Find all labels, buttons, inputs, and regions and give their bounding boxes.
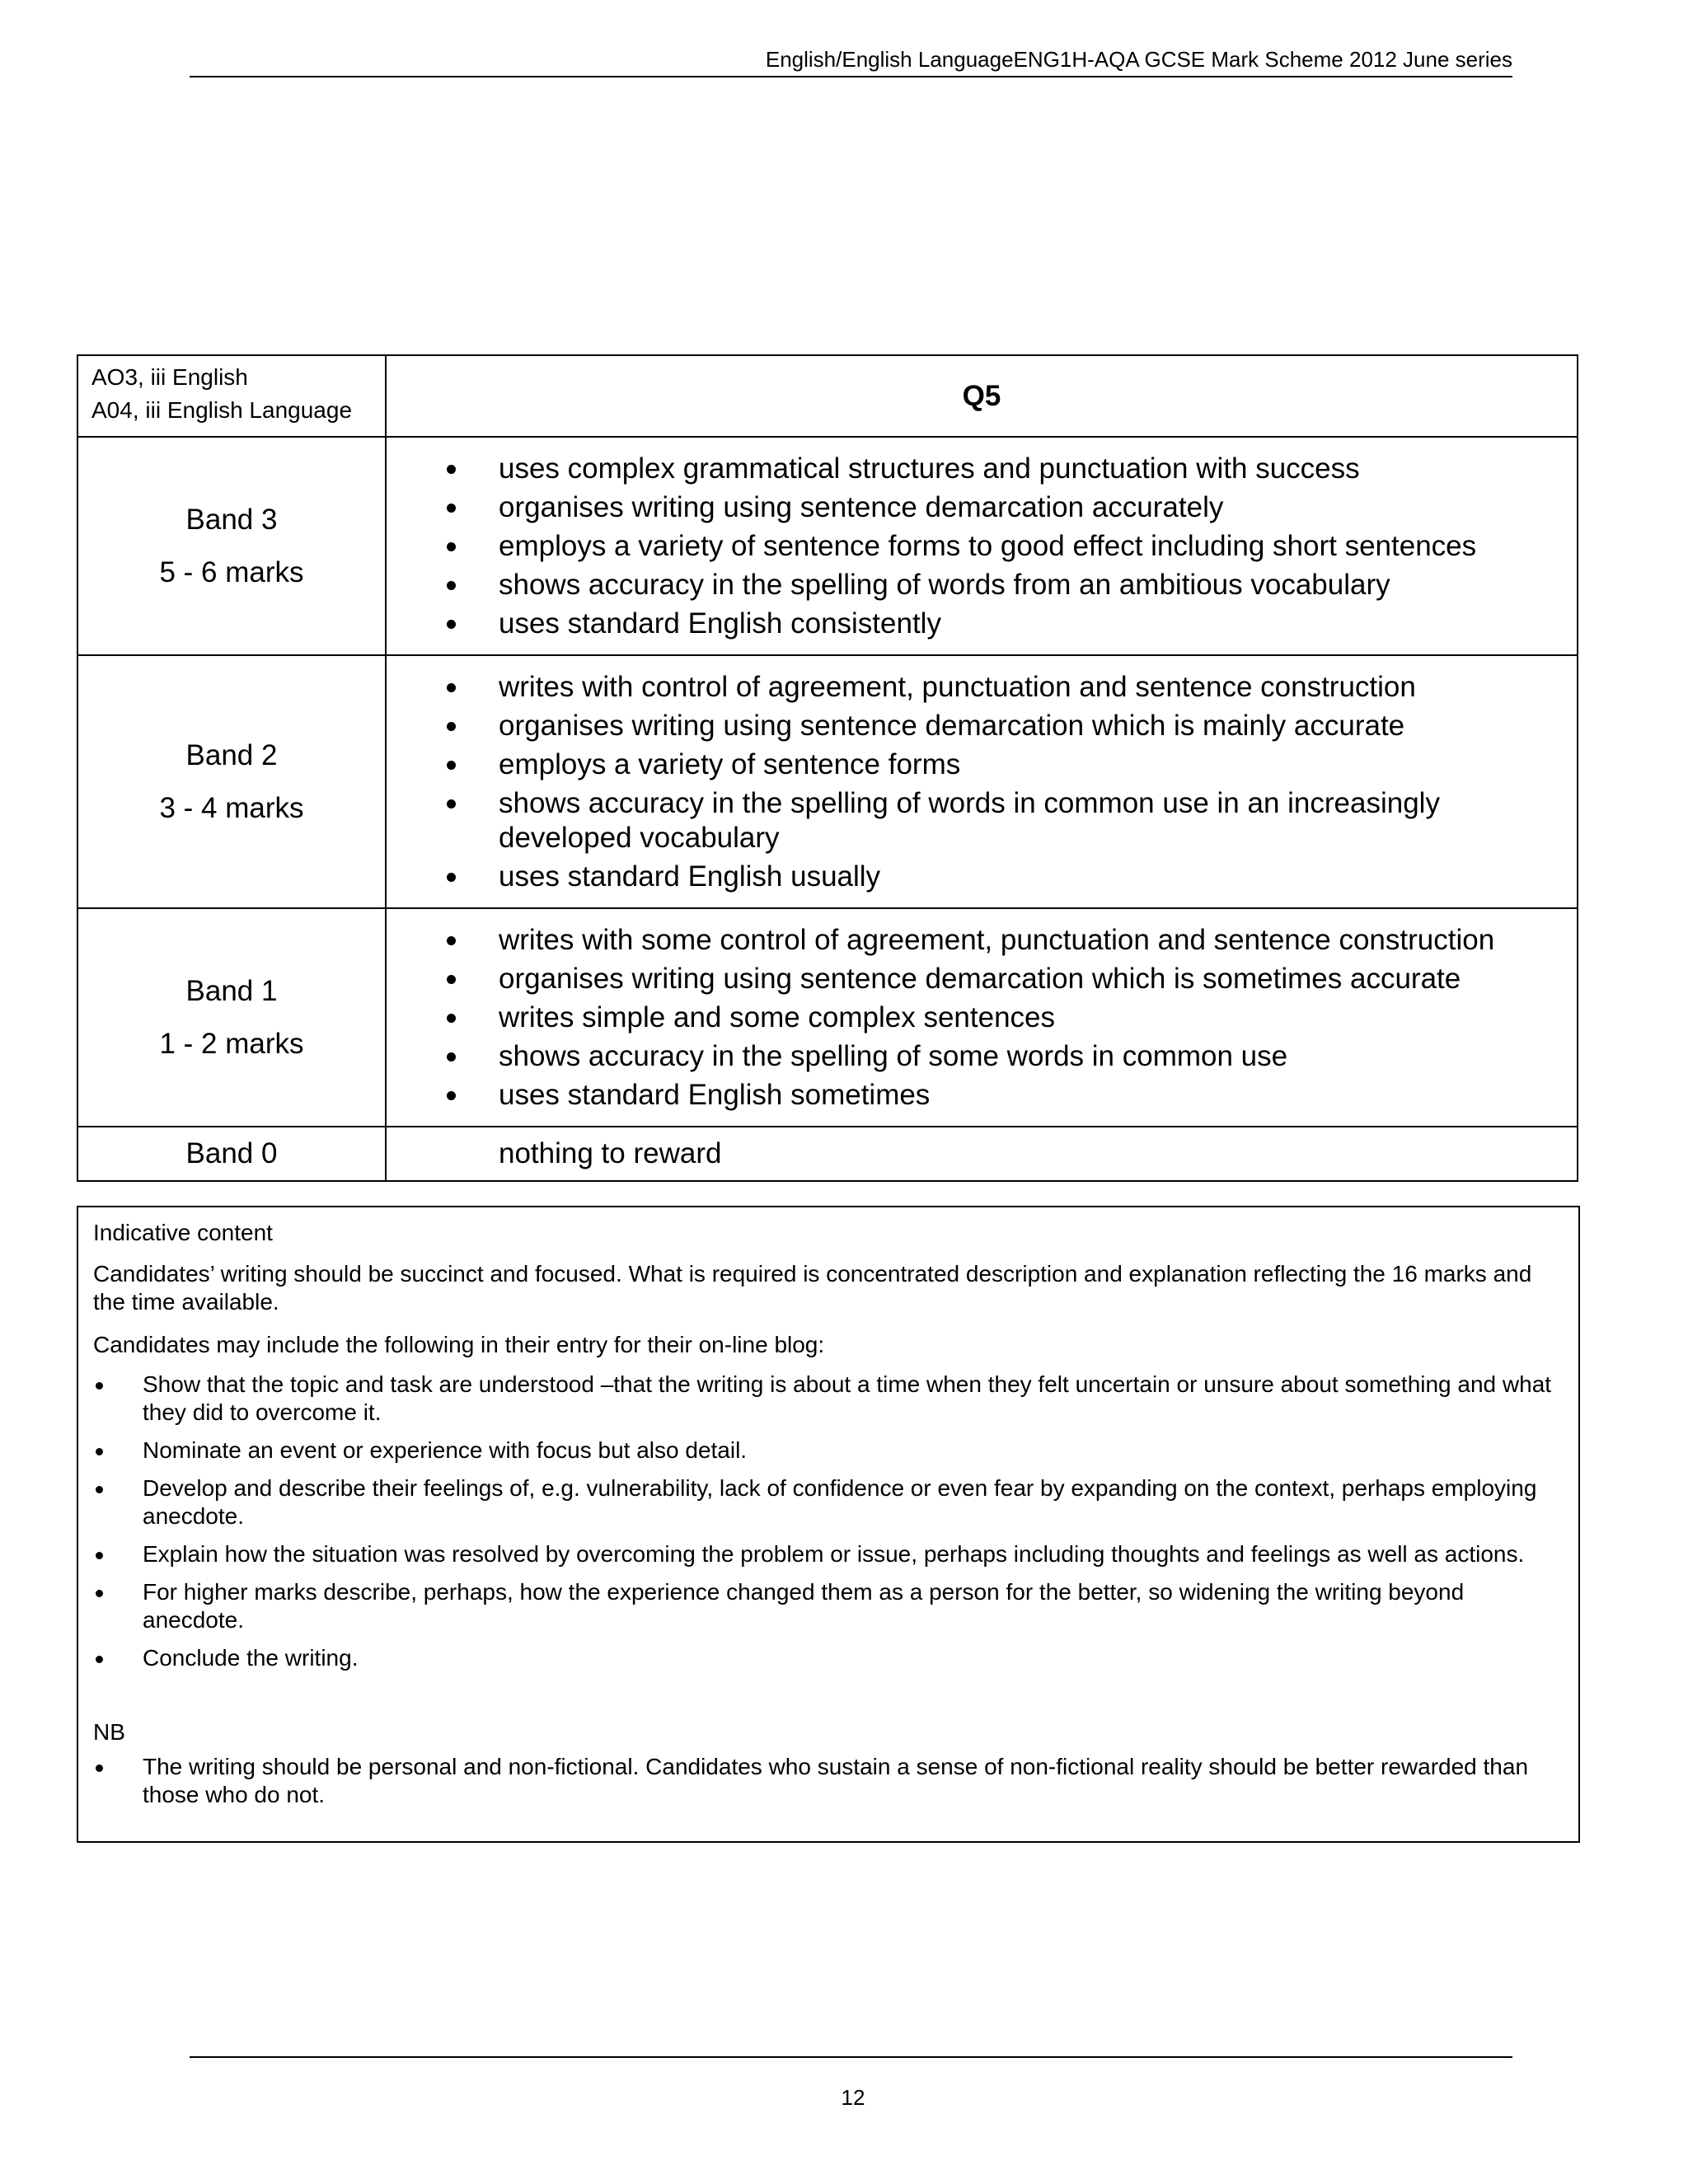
criterion: employs a variety of sentence forms [387, 748, 1567, 782]
indicative-heading: Indicative content [93, 1220, 273, 1245]
band-name: Band 3 [185, 503, 278, 536]
assessment-objective-cell [77, 355, 386, 437]
criterion: uses standard English usually [387, 860, 1567, 894]
band-marks: 5 - 6 marks [159, 555, 304, 588]
criterion: organises writing using sentence demarcation which is mainly accurate [387, 709, 1567, 743]
band-name: Band 0 [77, 1127, 386, 1181]
ao-english: AO3, iii English [91, 364, 248, 390]
page-number: 12 [841, 2085, 865, 2110]
criterion: shows accuracy in the spelling of words from an ambitious vocabulary [387, 568, 1567, 602]
question-number: Q5 [386, 355, 1578, 437]
nb-heading: NB [93, 1719, 125, 1745]
criterion: shows accuracy in the spelling of words in common use in an increasingly developed vocabulary [387, 786, 1567, 855]
nb-points [93, 1753, 1562, 1809]
band-criteria-cell [386, 908, 1578, 1127]
band-name: Band 2 [185, 738, 278, 771]
band-label-cell [77, 655, 386, 908]
list-item: Show that the topic and task are understood –that the writing is about a time when they felt uncertain or unsure about something and what they did to overcome it. [93, 1371, 1562, 1427]
ao-english-language: A04, iii English Language [91, 397, 353, 423]
criterion: shows accuracy in the spelling of some words in common use [387, 1039, 1567, 1074]
footer-rule [190, 2056, 1512, 2058]
band-label-cell [77, 437, 386, 655]
band-label-cell [77, 908, 386, 1127]
running-header: English/English LanguageENG1H-AQA GCSE Mark Scheme 2012 June series [765, 47, 1512, 72]
mark-scheme-table [77, 354, 1578, 1182]
list-item: For higher marks describe, perhaps, how the experience changed them as a person for the better, so widening the writing beyond anecdote. [93, 1578, 1562, 1634]
criterion: employs a variety of sentence forms to good effect including short sentences [387, 529, 1567, 564]
criterion: uses standard English sometimes [387, 1078, 1567, 1113]
criterion: organises writing using sentence demarcation accurately [387, 490, 1567, 525]
band-marks: 1 - 2 marks [159, 1027, 304, 1060]
indicative-lead: Candidates may include the following in their entry for their on-line blog: [93, 1332, 825, 1357]
band-name: Band 1 [185, 974, 278, 1007]
band-criteria-cell [386, 437, 1578, 655]
list-item: The writing should be personal and non-fictional. Candidates who sustain a sense of non-fictional reality should be better rewarded than those who do not. [93, 1753, 1562, 1809]
criterion: uses standard English consistently [387, 607, 1567, 641]
band-row [77, 1127, 1578, 1181]
list-item: Nominate an event or experience with focus but also detail. [93, 1436, 1562, 1465]
list-item: Explain how the situation was resolved by overcoming the problem or issue, perhaps including thoughts and feelings as well as actions. [93, 1540, 1562, 1568]
band-row [77, 908, 1578, 1127]
band-row [77, 437, 1578, 655]
criterion: organises writing using sentence demarcation which is sometimes accurate [387, 962, 1567, 996]
criterion: writes simple and some complex sentences [387, 1001, 1567, 1035]
table-header-row [77, 355, 1578, 437]
criterion: writes with some control of agreement, punctuation and sentence construction [387, 923, 1567, 958]
list-item: Conclude the writing. [93, 1644, 1562, 1672]
band-criteria-cell [386, 655, 1578, 908]
band-marks: 3 - 4 marks [159, 791, 304, 824]
list-item: Develop and describe their feelings of, e.g. vulnerability, lack of confidence or even fear by expanding on the context, perhaps employing anecdote. [93, 1474, 1562, 1530]
criterion: writes with control of agreement, punctuation and sentence construction [387, 670, 1567, 705]
indicative-content-box [77, 1206, 1580, 1843]
header-rule [190, 76, 1512, 77]
indicative-points [93, 1371, 1562, 1672]
indicative-intro: Candidates’ writing should be succinct and focused. What is required is concentrated description and explanation reflecting the 16 marks and the time available. [93, 1261, 1532, 1315]
criterion: uses complex grammatical structures and punctuation with success [387, 452, 1567, 486]
band-row [77, 655, 1578, 908]
band-criteria-cell: nothing to reward [386, 1127, 1578, 1181]
